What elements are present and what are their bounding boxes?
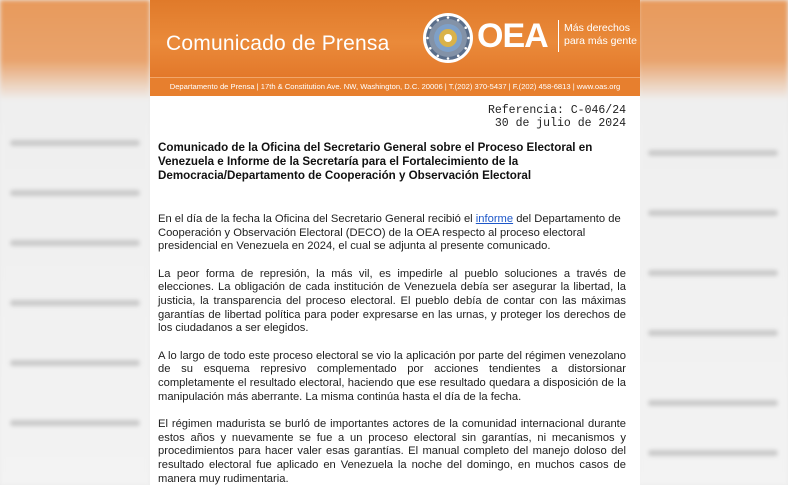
tagline-line-2: para más gente — [564, 35, 637, 47]
reference-block — [158, 104, 626, 130]
oas-seal-icon — [422, 12, 474, 64]
logo-divider — [558, 20, 559, 52]
reference-number: Referencia: C-046/24 — [487, 104, 626, 117]
paragraph-4: El régimen madurista se burló de importantes actores de la comunidad internacional durante estos años y nuevamente se fue a un proceso electoral sin garantías, ni mecanismos y procedimientos para hacer valer esas garantías. El manual completo del manejo doloso del resultado electoral fue aplicado en Venezuela la noche del domingo, en muchos casos de manera muy rudimentaria. — [158, 418, 626, 485]
oea-logo-text: OEA — [477, 17, 548, 55]
release-title: Comunicado de la Oficina del Secretario General sobre el Proceso Electoral en Venezuela e Informe de la Secretaría para el Fortalecimiento de la Democracia/Departamento de Cooperación y Observación Electoral — [158, 141, 593, 182]
blurred-background-right — [638, 0, 788, 485]
paragraph-1-text-b: del Departamento de Cooperación y Observación Electoral (DECO) de la OEA respecto al proceso electoral presidencial en Venezuela en 2024, el cual se adjunta al presente comunicado. — [158, 213, 621, 253]
address-bar: Departamento de Prensa | 17th & Constitution Ave. NW, Washington, D.C. 20006 | T.(202) 370-5437 | F.(202) 458-6813 | www.oas.org — [150, 77, 640, 96]
paragraph-3: A lo largo de todo este proceso electoral se vio la aplicación por parte del régimen venezolano de su esquema represivo complementado por acciones tendientes a distorsionar completamente el resultado electoral, haciendo que ese resultado quedara a disposición de la manipulación más aberrante. La misma continúa hasta el día de la fecha. — [158, 349, 626, 403]
reference-date: 30 de julio de 2024 — [494, 117, 626, 130]
press-release-body — [150, 96, 640, 485]
header-title: Comunicado de Prensa — [166, 32, 390, 55]
paragraph-1-text-a: En el día de la fecha la Oficina del Secretario General recibió el — [158, 213, 476, 225]
paragraph-2: La peor forma de represión, la más vil, es impedirle al pueblo soluciones a través de elecciones. La obligación de cada institución de Venezuela debía ser asegurar la libertad, la justicia, la transparencia del proceso electoral. El pueblo debía de contar con las máximas garantías de libertad política para poder expresarse en las urnas, y proteger los derechos de los ciudadanos a ser elegidos. — [158, 267, 626, 335]
blurred-background-left — [0, 0, 150, 485]
press-release-page — [150, 0, 640, 485]
informe-link[interactable]: informe — [475, 213, 514, 225]
paragraph-1 — [158, 213, 626, 254]
press-release-header — [150, 0, 640, 77]
tagline-line-1: Más derechos — [564, 22, 630, 34]
logo-tagline — [564, 22, 640, 48]
